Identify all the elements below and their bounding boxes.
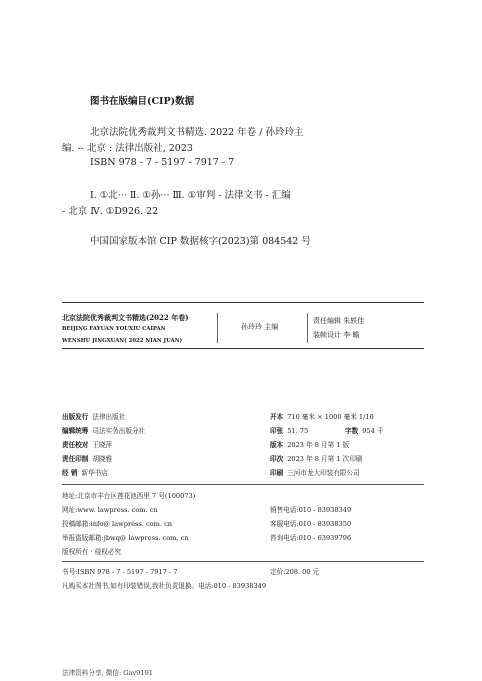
cip-line-4: Ⅰ. ①北··· Ⅱ. ①孙··· Ⅲ. ①审判 - 法律文书 - 汇编	[90, 190, 291, 201]
pub-printer: 印刷 三河市龙大印装有限公司	[270, 469, 360, 477]
cip-line-5: - 北京 Ⅳ. ①D926. 22	[62, 206, 159, 217]
contact-consult-phone: 咨询电话:010 - 63939796	[270, 534, 352, 542]
contact-address: 地址:北京市丰台区莲花池西里 7 号(100073)	[62, 492, 196, 500]
book-pinyin-1: BEIJING FAYUAN YOUXIU CAIPAN	[62, 326, 166, 332]
pub-sheets: 印张 51. 75	[270, 427, 309, 435]
cip-number: 中国国家版本馆 CIP 数据核字(2023)第 084542 号	[90, 236, 311, 247]
pub-edition: 版本 2023 年 8 月第 1 版	[270, 441, 350, 449]
contact-email: 投稿邮箱:info@ lawpress. com. cn	[62, 520, 173, 528]
pub-publisher: 出版发行 法律出版社	[62, 413, 126, 421]
cip-line-1: 北京法院优秀裁判文书精选. 2022 年卷 / 孙玲玲主	[90, 127, 304, 138]
box-divider-left	[217, 313, 218, 343]
cip-heading: 图书在版编目(CIP)数据	[90, 96, 195, 107]
pub-distributor: 经 销 新华书店	[62, 469, 108, 477]
pub-printing: 印次 2023 年 8 月第 1 次印刷	[270, 455, 363, 463]
box-divider-right	[307, 313, 308, 343]
pub-coordination: 编辑统筹 司法实务出版分社	[62, 427, 146, 435]
contact-top-rule	[62, 484, 424, 485]
footer-share-text: 法律资料分享, 微信: Gav9191	[62, 669, 153, 677]
book-pinyin-2: WENSHU JINGXUAN( 2022 NIAN JUAN)	[62, 338, 183, 344]
pub-print-manager: 责任印制 胡晓雅	[62, 455, 113, 463]
pub-format: 开本 710 毫米 × 1000 毫米 1/16	[270, 413, 374, 421]
pub-word-count: 字数 954 千	[345, 427, 384, 435]
contact-sales-phone: 销售电话:010 - 83938349	[270, 506, 352, 514]
book-title: 北京法院优秀裁判文书精选(2022 年卷)	[62, 313, 189, 322]
book-price: 定价:208. 00 元	[270, 568, 320, 576]
box-bottom-rule	[62, 348, 424, 349]
contact-website: 网址:www. lawpress. com. cn	[62, 506, 158, 514]
cover-designer: 装帧设计 李 瞻	[313, 331, 360, 339]
chief-editor: 孙玲玲 主编	[241, 323, 279, 331]
responsible-editor: 责任编辑 朱轶佳	[313, 317, 365, 325]
contact-service-phone: 客服电话:010 - 83938350	[270, 520, 352, 528]
contact-copyright: 版权所有 · 侵权必究	[62, 548, 122, 556]
cip-line-3: ISBN 978 - 7 - 5197 - 7917 - 7	[90, 157, 235, 168]
box-top-rule	[62, 302, 424, 303]
return-notice: 凡购买本社图书,如有印装错误,我社负责退换。电话:010 - 83938349	[62, 582, 267, 590]
contact-report-email: 举报盗版邮箱:jbwq@ lawpress. com. cn	[62, 534, 189, 542]
bottom-rule	[62, 561, 424, 562]
book-isbn: 书号:ISBN 978 - 7 - 5197 - 7917 - 7	[62, 568, 178, 576]
cip-line-2: 编. -- 北京 : 法律出版社, 2023	[62, 143, 193, 154]
pub-proofreader: 责任校对 王晓萍	[62, 441, 113, 449]
